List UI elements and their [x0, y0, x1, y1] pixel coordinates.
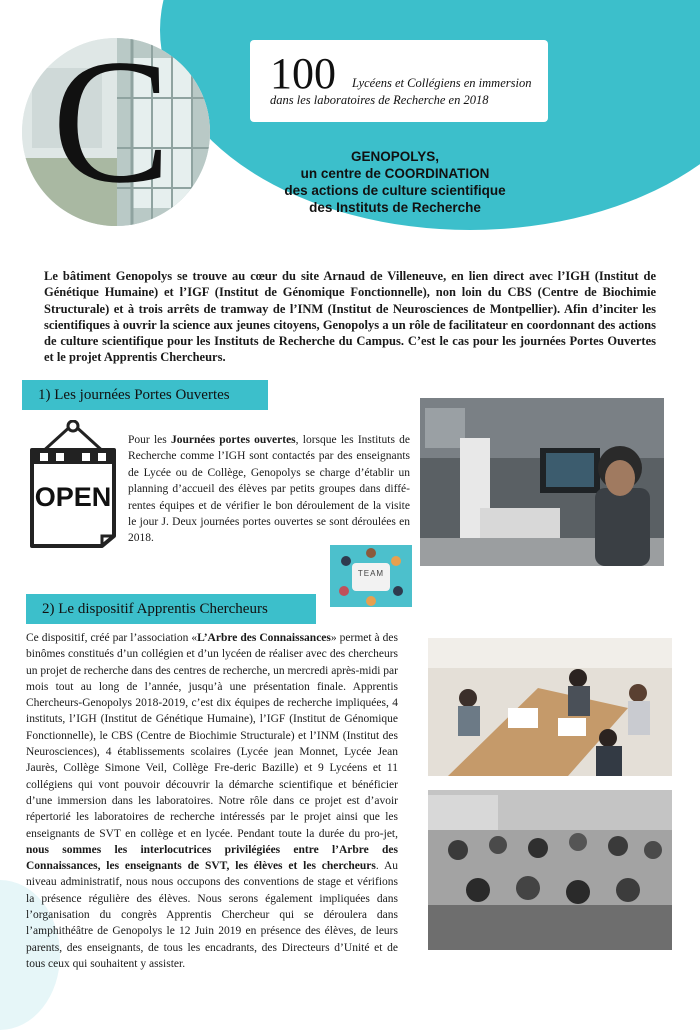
title-line: des actions de culture scientifique [284, 183, 506, 198]
section-heading-apprentis: 2) Le dispositif Apprentis Chercheurs [26, 594, 316, 624]
title-line: des Instituts de Recherche [309, 200, 481, 215]
open-days-paragraph [128, 432, 410, 547]
open-days-text-rest: , lorsque les Instituts de Recherche comme l’IGH sont contactés par des enseignants de Lycée ou de Collège, Genopolys se charge d’établir un planning d’accueil des élèves par petits groupes dans diffé-rentes équipes et de vérifier le bon déroulement de la visite le jour J. Deux journées portes ouvertes se sont déroulées en 2018. [128, 434, 410, 545]
team-label: TEAM [357, 569, 385, 578]
section-heading-open-days: 1) Les journées Portes Ouvertes [22, 380, 268, 410]
headline-tagline-1: Lycéens et Collégiens en immersion [352, 76, 532, 90]
intro-paragraph: Le bâtiment Genopolys se trouve au cœur du site Arnaud de Villeneuve, en lien direct avec l’IGH (Institut de Génétique Humaine) et l’IGF (Institut de Génomique Fonctionnelle), non loin du CBS (Centre de Biochimie Structurale) et à trois arrêts de tramway de l’INM (Institut de Neurosciences de Montpellier). Afin d’inciter les scientifiques à ouvrir la science aux jeunes citoyens, Genopolys a un rôle de facilitateur en coordonnant des actions de culture scientifique pour les Instituts de Recherche du Campus. C’est le cas pour les journées Portes Ouvertes et le projet Apprentis Chercheurs. [44, 269, 656, 365]
apprentis-text-1: Ce dispositif, créé par l’association « [26, 632, 198, 644]
apprentis-text-2: » permet à des binômes constitués d’un collégien et d’un lycéen de réaliser avec des chercheurs un projet de recherche dans des centres de recherche, un mercredi après-midi par mois tout au long de l’année, jusqu’à une présentation finale. Apprentis Chercheurs-Genopolys 2018-2019, c’est dix équipes de recherche impliquées, 4 instituts, l’IGH (Institut de Génétique Humaine), l’IGF (Institut de Génomique Fonctionnelle), le CBS (Centre de Biochimie Structurale) et l’INM (Institut des Neurosciences), 4 établissements scolaires (Lycée jean Monnet, Lycée Jean Jaurès, Collège Simone Veil, Collège Fre-deric Bazille) et 9 Lycéens et 11 collégiens qui vont pouvoir découvrir la démarche scientifique et bénéficier d’une immersion dans les laboratoires. Notre rôle dans ce projet est d’avoir répertorié les laboratoires de recherche intéressés par le projet ainsi que les enseignants de SVT en collège et en lycée. Pendant toute la durée du pro-jet, [26, 632, 398, 840]
open-sign-label: OPEN [34, 482, 112, 512]
apprentis-emphasis-2: nous sommes les interlocutrices privilégiées entre l’Arbre des Connaissances, les enseignants de SVT, les élèves et les chercheurs [26, 843, 398, 873]
open-days-text: Pour les [128, 434, 171, 446]
title-line: GENOPOLYS, [350, 149, 440, 164]
apprentis-paragraph [26, 630, 398, 972]
title-line: un centre de COORDINATION [300, 166, 490, 181]
amphitheatre-photo [428, 790, 672, 950]
team-illustration [330, 545, 412, 607]
apprentis-emphasis-1: L’Arbre des Connaissances [197, 632, 331, 644]
page-title [230, 148, 560, 216]
open-sign-icon [26, 420, 120, 548]
open-days-emphasis: Journées portes ouvertes [170, 434, 296, 446]
lab-microscope-photo [420, 398, 664, 566]
apprentis-text-3: . Au niveau administratif, nous nous occupons des conventions de stage et vérifions la présence régulière des élèves. Nous serons également impliquées dans l’organisation du congrès Apprentis Chercheur qui se déroulera dans l’amphithéâtre de Genopolys le 12 Juin 2019 en présence des élèves, de leurs parents, des enseignants, de tous les encadrants, des Directeurs d’Unité et de tous ceux qui souhaitent y assister. [26, 860, 398, 970]
headline-tagline-2: dans les laboratoires de Recherche en 2018 [270, 93, 489, 107]
drop-cap-initial: C [52, 22, 171, 220]
students-workshop-photo [428, 638, 672, 776]
headline-count: 100 [270, 49, 336, 98]
